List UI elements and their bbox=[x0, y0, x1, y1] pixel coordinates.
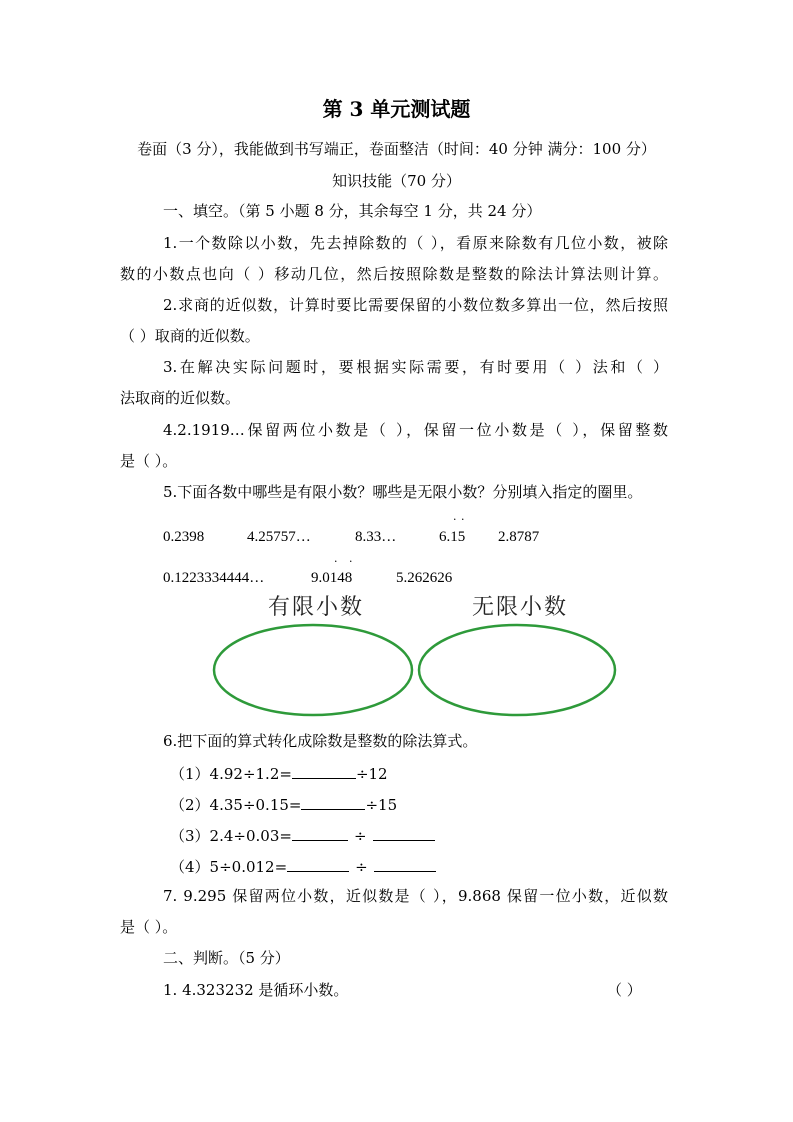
q6-item-1-divisor: ÷12 bbox=[355, 765, 388, 783]
number-item: 0.2398 bbox=[163, 529, 205, 545]
part1-heading: 一、填空。（第 5 小题 8 分，其余每空 1 分，共 24 分） bbox=[163, 202, 542, 220]
repeat-dot-mark: · bbox=[461, 513, 465, 526]
answer-blank[interactable] bbox=[292, 824, 348, 841]
q3-line1: 3.在解决实际问题时，要根据实际需要，有时要用（ ）法和（ ） bbox=[163, 358, 668, 376]
part2-heading: 二、判断。（5 分） bbox=[163, 949, 290, 967]
q6-item-2-divisor: ÷15 bbox=[365, 796, 398, 814]
q1-line2: 数的小数点也向（ ）移动几位，然后按照除数是整数的除法计算法则计算。 bbox=[120, 265, 668, 283]
q6-item-1 bbox=[170, 762, 388, 784]
q6-item-4 bbox=[170, 855, 436, 877]
number-item: 5.262626 bbox=[396, 570, 453, 586]
q6-item-2-left: （2）4.35÷0.15= bbox=[170, 796, 302, 814]
judge-q1-text: 1. 4.323232 是循环小数。 bbox=[163, 981, 349, 999]
repeat-dot-mark: · bbox=[349, 555, 353, 568]
page-title: 第 3 单元测试题 bbox=[322, 97, 471, 121]
answer-blank[interactable] bbox=[374, 855, 436, 872]
q2-line1: 2.求商的近似数，计算时要比需要保留的小数位数多算出一位，然后按照 bbox=[163, 296, 668, 314]
q5-text: 5.下面各数中哪些是有限小数？哪些是无限小数？分别填入指定的圈里。 bbox=[163, 483, 643, 501]
answer-circles bbox=[205, 620, 625, 720]
infinite-answer-oval[interactable] bbox=[419, 625, 615, 715]
q4-line2: 是（ ）。 bbox=[120, 452, 178, 470]
number-item-repeating: 9.0148 bbox=[311, 570, 353, 586]
answer-blank[interactable] bbox=[301, 793, 365, 810]
q7-line1: 7. 9.295 保留两位小数，近似数是（ ），9.868 保留一位小数，近似数 bbox=[163, 887, 668, 905]
answer-blank[interactable] bbox=[287, 855, 349, 872]
number-item: 2.8787 bbox=[498, 529, 540, 545]
section-label: 知识技能（70 分） bbox=[332, 172, 461, 190]
number-item: 8.33… bbox=[355, 529, 397, 545]
q6-item-3-left: （3）2.4÷0.03= bbox=[170, 827, 292, 845]
repeat-dot-mark: · bbox=[453, 513, 457, 526]
q7-line2: 是（ ）。 bbox=[120, 918, 178, 936]
answer-blank[interactable] bbox=[292, 762, 356, 779]
q6-item-2 bbox=[170, 793, 397, 815]
answer-blank[interactable] bbox=[373, 824, 435, 841]
q3-line2: 法取商的近似数。 bbox=[120, 389, 241, 407]
number-item: 0.1223334444… bbox=[163, 570, 265, 586]
q1-line1: 1.一个数除以小数，先去掉除数的（ ），看原来除数有几位小数，被除 bbox=[163, 234, 668, 252]
q6-item-1-left: （1）4.92÷1.2= bbox=[170, 765, 292, 783]
header-line: 卷面（3 分），我能做到书写端正，卷面整洁（时间：40 分钟 满分：100 分） bbox=[137, 140, 656, 158]
q6-item-3 bbox=[170, 824, 435, 846]
q2-line2: （ ）取商的近似数。 bbox=[120, 327, 260, 345]
q6-item-3-divide: ÷ bbox=[353, 827, 367, 845]
q6-item-4-divide: ÷ bbox=[355, 858, 368, 876]
repeat-dot-mark: · bbox=[334, 555, 338, 568]
q6-text: 6.把下面的算式转化成除数是整数的除法算式。 bbox=[163, 732, 478, 750]
q6-item-4-left: （4）5÷0.012= bbox=[170, 858, 288, 876]
number-item-repeating: 6.15 bbox=[439, 529, 466, 545]
judge-q1-answer-paren[interactable]: （ ） bbox=[607, 981, 642, 999]
finite-decimals-label: 有限小数 bbox=[268, 595, 365, 620]
q4-line1: 4.2.1919…保留两位小数是（ ），保留一位小数是（ ），保留整数 bbox=[163, 421, 668, 439]
number-item: 4.25757… bbox=[247, 529, 311, 545]
infinite-decimals-label: 无限小数 bbox=[472, 595, 569, 620]
finite-answer-oval[interactable] bbox=[214, 625, 412, 715]
